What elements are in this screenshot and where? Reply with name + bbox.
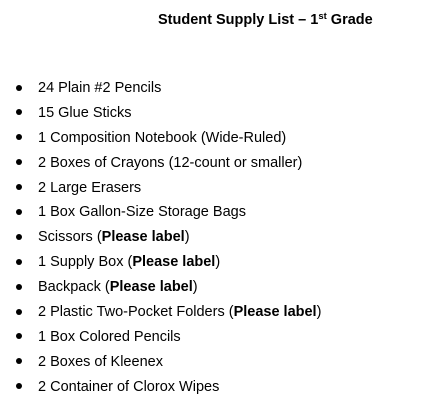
- item-text-end: ): [184, 229, 190, 246]
- item-text: 1 Box Gallon-Size Storage Bags: [38, 204, 246, 221]
- list-item-text: [38, 178, 141, 198]
- title-ordinal-suffix: st: [318, 11, 327, 22]
- bullet-icon: [16, 209, 22, 215]
- item-text: 1 Composition Notebook (Wide-Ruled): [38, 129, 287, 146]
- page-title: [158, 11, 373, 29]
- bullet-icon: [16, 234, 22, 240]
- list-item-text: [38, 202, 246, 222]
- bullet-icon: [16, 109, 22, 115]
- item-emphasis: Please label: [132, 254, 216, 271]
- title-text-end: Grade: [326, 12, 373, 28]
- item-text: 2 Plastic Two-Pocket Folders (: [38, 304, 234, 321]
- bullet-icon: [16, 134, 22, 140]
- item-text: Scissors (: [38, 229, 102, 246]
- list-item-text: [38, 103, 132, 123]
- item-text: 24 Plain #2 Pencils: [38, 80, 162, 96]
- list-item-text: [38, 78, 161, 98]
- bullet-icon: [16, 259, 22, 265]
- list-item-text: [38, 327, 181, 347]
- item-text-end: ): [192, 279, 198, 296]
- list-item-text: [38, 252, 220, 272]
- bullet-icon: [16, 358, 22, 364]
- list-item-text: [38, 377, 219, 397]
- list-item-text: [38, 277, 198, 297]
- item-text-end: ): [316, 304, 322, 321]
- item-text: Backpack (: [38, 279, 110, 296]
- item-emphasis: Please label: [109, 279, 193, 296]
- list-item-text: [38, 227, 190, 247]
- item-text: 2 Large Erasers: [38, 179, 142, 196]
- title-text: Student Supply List – 1: [158, 12, 319, 28]
- item-emphasis: Please label: [233, 304, 317, 321]
- item-text: 1 Box Colored Pencils: [38, 328, 181, 345]
- list-item-text: [38, 128, 286, 148]
- item-text-end: ): [215, 254, 221, 271]
- list-item-text: [38, 153, 302, 173]
- item-text: 2 Boxes of Kleenex: [38, 353, 163, 370]
- bullet-icon: [16, 333, 22, 339]
- bullet-icon: [16, 159, 22, 165]
- item-text: 2 Container of Clorox Wipes: [38, 378, 220, 395]
- item-text: 1 Supply Box (: [38, 254, 133, 271]
- bullet-icon: [16, 383, 22, 389]
- bullet-icon: [16, 85, 22, 91]
- bullet-icon: [16, 309, 22, 315]
- bullet-icon: [16, 184, 22, 190]
- list-item-text: [38, 302, 321, 322]
- bullet-icon: [16, 284, 22, 290]
- item-text: 15 Glue Sticks: [38, 104, 132, 121]
- item-emphasis: Please label: [101, 229, 185, 246]
- list-item-text: [38, 352, 163, 372]
- item-text: 2 Boxes of Crayons (12-count or smaller): [38, 154, 303, 171]
